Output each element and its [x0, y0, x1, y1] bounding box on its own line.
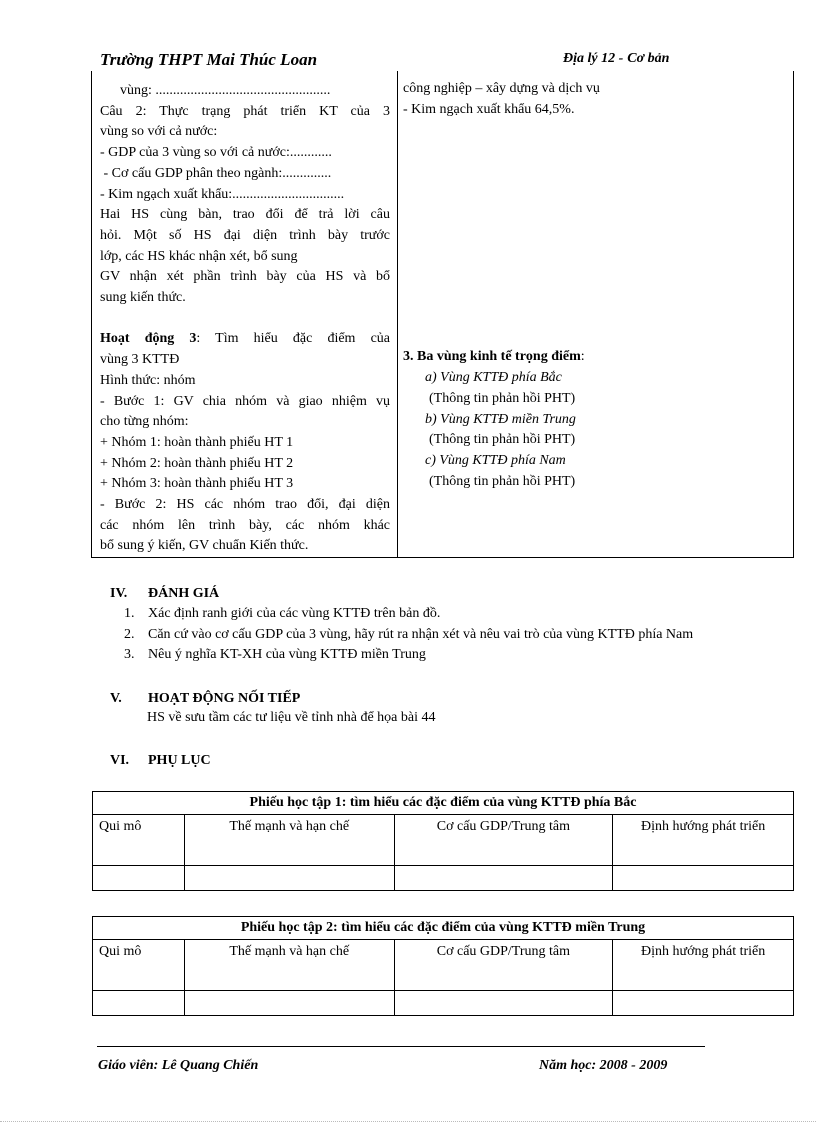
table-title-row — [93, 917, 794, 940]
footer-divider — [97, 1046, 705, 1047]
worksheet-2-title: Phiếu học tập 2: tìm hiểu các đặc điểm của vùng KTTĐ miền Trung — [93, 917, 794, 940]
activity-table — [91, 71, 794, 558]
text-line: - Bước 2: HS các nhóm trao đổi, đại diện — [100, 497, 390, 513]
activity-3-label: Hoạt động 3 — [100, 331, 197, 347]
section-3-heading — [403, 347, 788, 368]
section-4-num: IV. — [110, 586, 128, 601]
item-text: Xác định ranh giới của các vùng KTTĐ trên bản đồ. — [148, 606, 441, 621]
empty-cell — [613, 866, 794, 891]
text-line: - Cơ cấu GDP phân theo ngành:.............. — [100, 165, 332, 181]
item-number: 2. — [124, 626, 135, 642]
section-3-title: 3. Ba vùng kinh tế trọng điểm — [403, 349, 581, 365]
blank-line — [100, 309, 390, 330]
subject-label: Địa lý 12 - — [563, 51, 624, 66]
table-row — [93, 866, 794, 891]
text-line: - Kim ngạch xuất khẩu:................................ — [100, 186, 345, 202]
item-text: Nêu ý nghĩa KT-XH của vùng KTTĐ miền Trung — [148, 647, 426, 662]
section-4-title: ĐÁNH GIÁ — [148, 586, 220, 601]
feedback-note: (Thông tin phản hồi PHT) — [429, 473, 576, 489]
header-cell: Cơ cấu GDP/Trung tâm — [394, 940, 613, 991]
empty-cell — [93, 866, 185, 891]
item-number: 3. — [124, 647, 135, 662]
section-5-num: V. — [110, 691, 122, 706]
empty-cell — [93, 991, 185, 1016]
text-line: vùng so với cả nước: — [100, 124, 218, 140]
header-cell: Qui mô — [93, 815, 185, 866]
worksheet-1-title: Phiếu học tập 1: tìm hiểu các đặc điểm của vùng KTTĐ phía Bắc — [93, 792, 794, 815]
empty-cell — [184, 991, 394, 1016]
empty-cell — [613, 991, 794, 1016]
feedback-note: (Thông tin phản hồi PHT) — [429, 432, 576, 448]
text-line: Hai HS cùng bàn, trao đổi để trả lời câu — [100, 207, 390, 223]
text-line: + Nhóm 1: hoàn thành phiếu HT 1 — [100, 434, 294, 450]
header-cell: Thế mạnh và hạn chế — [184, 815, 394, 866]
worksheet-1-table — [92, 791, 794, 891]
section-6-num: VI. — [110, 753, 130, 768]
table-header-row — [93, 815, 794, 866]
header-cell: Thế mạnh và hạn chế — [184, 940, 394, 991]
section-5-heading — [110, 689, 510, 709]
page-bottom-border — [0, 1121, 816, 1122]
text-line: công nghiệp – xây dựng và dịch vụ — [403, 81, 600, 96]
text-line: - Kim ngạch xuất khẩu 64,5%. — [403, 101, 575, 117]
activity-3-heading — [100, 329, 390, 350]
teacher-student-activities — [100, 81, 390, 557]
section-5-title: HOẠT ĐỘNG NỐI TIẾP — [148, 691, 301, 706]
text-line: + Nhóm 2: hoàn thành phiếu HT 2 — [100, 455, 294, 471]
follow-up-text: HS về sưu tầm các tư liệu về tỉnh nhà để họa bài 44 — [147, 710, 436, 725]
text-line: sung kiến thức. — [100, 290, 186, 306]
text-line: bổ sung ý kiến, GV chuẩn Kiến thức. — [100, 538, 309, 554]
header-cell: Cơ cấu GDP/Trung tâm — [394, 815, 613, 866]
item-text: Căn cứ vào cơ cấu GDP của 3 vùng, hãy rút ra nhận xét và nêu vai trò của vùng KTTĐ phía Nam — [148, 626, 694, 642]
list-item — [114, 645, 794, 666]
text-line: GV nhận xét phần trình bày của HS và bổ — [100, 269, 390, 285]
school-year: Năm học: 2008 - 2009 — [539, 1058, 668, 1073]
subject-header — [563, 51, 669, 67]
text-line: vùng: .................................................. — [120, 83, 331, 98]
region-south: c) Vùng KTTĐ phía Nam — [425, 452, 566, 468]
header-cell: Định hướng phát triển — [613, 815, 794, 866]
text-line: + Nhóm 3: hoàn thành phiếu HT 3 — [100, 476, 294, 492]
spacer — [403, 120, 788, 347]
text-line: lớp, các HS khác nhận xét, bổ sung — [100, 248, 298, 264]
header-cell: Định hướng phát triển — [613, 940, 794, 991]
teacher-name: Giáo viên: Lê Quang Chiến — [98, 1058, 259, 1073]
subject-sub: Cơ bản — [627, 51, 670, 66]
item-number: 1. — [124, 606, 135, 621]
section-6-title: PHỤ LỤC — [148, 753, 211, 768]
text-line: vùng 3 KTTĐ — [100, 352, 180, 368]
list-item — [114, 625, 794, 646]
text-line: Câu 2: Thực trạng phát triển KT của 3 — [100, 103, 390, 119]
region-central: b) Vùng KTTĐ miền Trung — [425, 411, 576, 427]
list-item — [114, 604, 794, 625]
text-line: - Bước 1: GV chia nhóm và giao nhiệm vụ — [100, 393, 390, 409]
header-cell: Qui mô — [93, 940, 185, 991]
empty-cell — [394, 866, 613, 891]
section-6-heading — [110, 751, 410, 771]
evaluation-list — [114, 604, 794, 666]
section-3-colon: : — [580, 349, 585, 365]
column-divider — [397, 71, 398, 557]
text-line: - GDP của 3 vùng so với cả nước:............ — [100, 145, 332, 161]
text-line: Hình thức: nhóm — [100, 372, 196, 388]
empty-cell — [184, 866, 394, 891]
content-column — [403, 79, 788, 492]
table-header-row — [93, 940, 794, 991]
activity-3-desc: : Tìm hiểu đặc điểm của — [196, 331, 391, 347]
table-row — [93, 991, 794, 1016]
table-title-row — [93, 792, 794, 815]
region-north: a) Vùng KTTĐ phía Bắc — [425, 370, 562, 386]
text-line: các nhóm lên trình bày, các nhóm khác — [100, 517, 390, 533]
school-name: Trường THPT Mai Thúc Loan — [100, 50, 318, 69]
worksheet-2-table — [92, 916, 794, 1016]
text-line: cho từng nhóm: — [100, 414, 189, 430]
section-4-heading — [110, 584, 410, 604]
empty-cell — [394, 991, 613, 1016]
feedback-note: (Thông tin phản hồi PHT) — [429, 390, 576, 406]
text-line: hỏi. Một số HS đại diện trình bày trước — [100, 227, 390, 243]
